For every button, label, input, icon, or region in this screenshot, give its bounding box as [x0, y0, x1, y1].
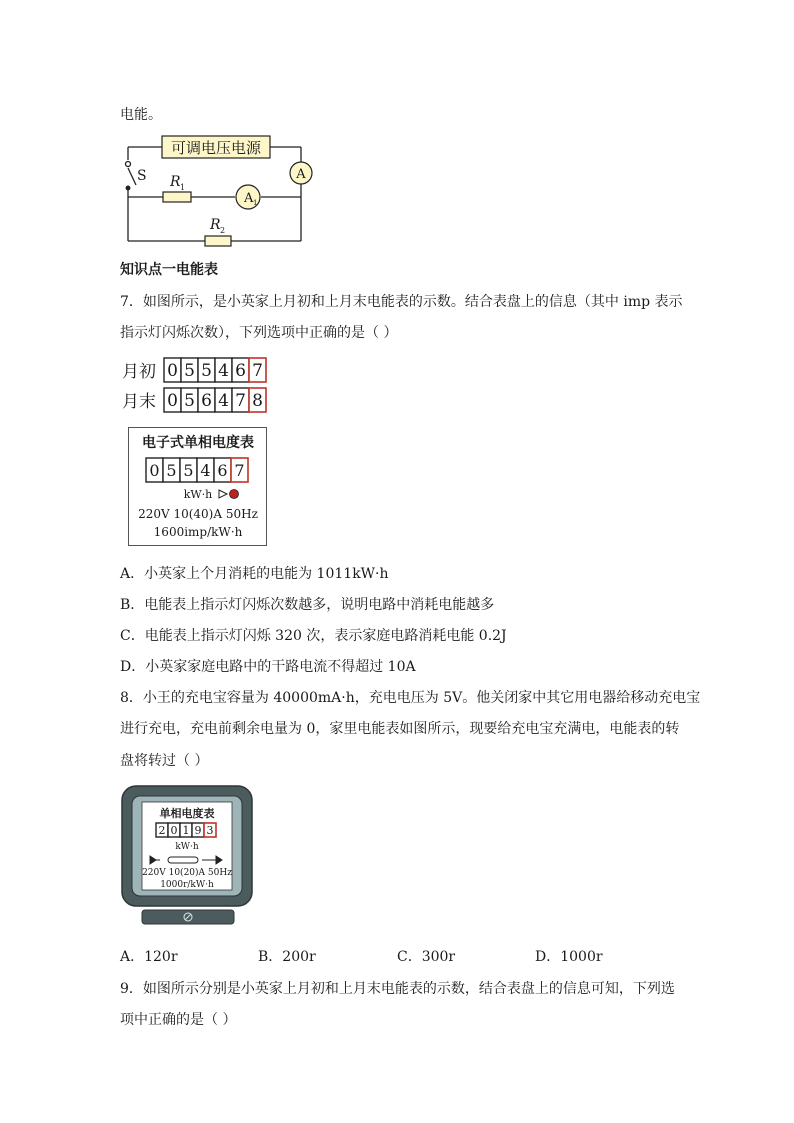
reading-start-digits: [164, 358, 266, 382]
digit-value: 6: [201, 391, 212, 412]
q8-meter-spec2: 1000r/kW·h: [160, 880, 214, 890]
q9-text-line2: 项中正确的是（ ）: [120, 1012, 237, 1028]
reading-end-digits: [164, 388, 266, 412]
section-title: 知识点一电能表: [120, 262, 218, 278]
q8-meter-digits: [156, 823, 216, 837]
reading-end-label: 月末: [122, 392, 156, 412]
q7-option-d[interactable]: D．小英家家庭电路中的干路电流不得超过 10A: [120, 659, 416, 675]
circuit-diagram: [118, 130, 318, 248]
q9-text-line1: 9．如图所示分别是小英家上月初和上月末电能表的示数，结合表盘上的信息可知，下列选: [120, 981, 675, 997]
q8-option-d[interactable]: D．1000r: [535, 949, 603, 965]
ammeter-a1-subscript: 1: [253, 199, 258, 207]
q8-option-c[interactable]: C．300r: [397, 949, 456, 965]
digit-value: 4: [200, 460, 211, 480]
digit-value: 9: [194, 823, 202, 837]
digit-value: 1: [182, 823, 190, 837]
digit-value: 7: [235, 391, 246, 412]
digit-value: 3: [206, 823, 214, 837]
q7-electronic-meter: [128, 427, 268, 547]
q7-option-c[interactable]: C．电能表上指示灯闪烁 320 次，表示家庭电路消耗电能 0.2J: [120, 628, 507, 644]
digit-value: 0: [167, 361, 178, 382]
switch-contact-bottom: [126, 186, 130, 190]
resistor-r2: [205, 236, 231, 246]
q8-text-line1: 8．小王的充电宝容量为 40000mA·h，充电电压为 5V。他关闭家中其它用电器给移动充电宝: [120, 690, 701, 706]
digit-value: 7: [234, 460, 245, 480]
r2-label: R: [210, 217, 221, 233]
r1-label: R: [170, 174, 181, 190]
q7-text-line2: 指示灯闪烁次数），下列选项中正确的是（ ）: [120, 325, 398, 341]
q7-meter-digits: [146, 458, 248, 482]
digit-value: 5: [184, 391, 195, 412]
r2-subscript: 2: [220, 226, 226, 235]
digit-value: 0: [149, 460, 160, 480]
led-indicator-icon: [230, 490, 239, 499]
digit-value: 4: [218, 391, 229, 412]
digit-value: 0: [167, 391, 178, 412]
q7-meter-title: 电子式单相电度表: [142, 435, 254, 451]
r1-subscript: 1: [180, 183, 186, 192]
reading-start-label: 月初: [122, 362, 156, 382]
resistor-r1: [163, 192, 191, 202]
q7-text-line1: 7．如图所示，是小英家上月初和上月末电能表的示数。结合表盘上的信息（其中 imp 表示: [120, 294, 683, 310]
q8-meter-figure: [120, 784, 256, 930]
switch-contact-top: [126, 162, 131, 167]
q7-option-b[interactable]: B．电能表上指示灯闪烁次数越多，说明电路中消耗电能越多: [120, 597, 495, 613]
digit-value: 6: [217, 460, 228, 480]
q7-meter-spec1: 220V 10(40)A 50Hz: [138, 507, 258, 521]
digit-value: 2: [158, 823, 166, 837]
intro-tail-text: 电能。: [120, 107, 162, 123]
q7-meter-unit: kW·h: [183, 488, 213, 501]
q7-readings-figure: [120, 355, 280, 415]
switch-label: S: [137, 168, 147, 184]
digit-value: 6: [235, 361, 246, 382]
q8-option-a[interactable]: A．120r: [120, 949, 178, 965]
digit-value: 5: [166, 460, 177, 480]
digit-value: 5: [183, 460, 194, 480]
q8-option-b[interactable]: B．200r: [258, 949, 316, 965]
ammeter-a-label: A: [296, 167, 306, 182]
q8-text-line3: 盘将转过（ ）: [120, 753, 209, 769]
q8-meter-unit: kW·h: [175, 842, 199, 852]
digit-value: 0: [170, 823, 178, 837]
power-source-label: 可调电压电源: [170, 139, 262, 157]
q7-option-a[interactable]: A．小英家上个月消耗的电能为 1011kW·h: [120, 566, 389, 582]
q8-meter-title: 单相电度表: [159, 807, 215, 820]
q8-meter-spec1: 220V 10(20)A 50Hz: [142, 868, 232, 878]
digit-value: 8: [252, 391, 263, 412]
digit-value: 5: [201, 361, 212, 382]
ammeter-a1-label: A: [244, 191, 254, 206]
digit-value: 5: [184, 361, 195, 382]
switch-blade: [128, 168, 136, 185]
digit-value: 7: [252, 361, 263, 382]
q7-meter-spec2: 1600imp/kW·h: [153, 525, 243, 539]
digit-value: 4: [218, 361, 229, 382]
q8-text-line2: 进行充电，充电前剩余电量为 0，家里电能表如图所示，现要给充电宝充满电，电能表的转: [120, 721, 680, 737]
